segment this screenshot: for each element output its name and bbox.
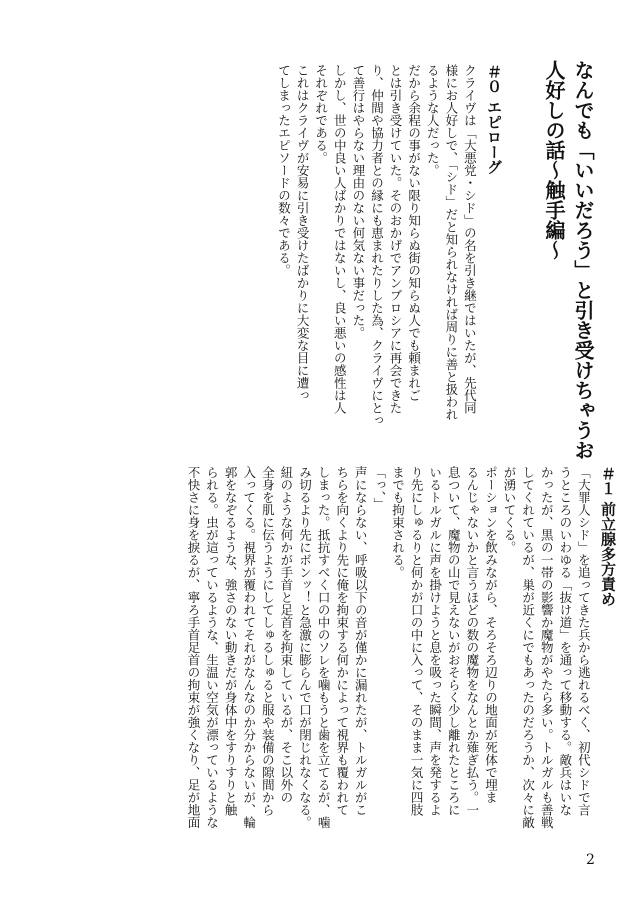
paragraph-line: 郭をなぞるような、強さのない動きだが身体中をすりすりと触 [223,466,239,816]
paragraph-line: してくれているが、巣が近くにでもあったのだろうか、次々に敵 [520,466,536,829]
paragraph-line: ポーションを飲みながら、そろそろ辺りの地面が死体で埋ま [483,466,499,804]
paragraph-line: るような人だった。 [425,64,441,177]
paragraph-line: り先にしゅるりと何かが口の中に入って、そのまま一気に四肢 [409,466,425,816]
page-number: 2 [586,852,595,868]
title-line: なんでも「いいだろう」と引き受けちゃうお [571,60,595,460]
paragraph-line: 紐のような何かが手首と足首を拘束しているが、そこ以外の [278,466,294,804]
paragraph-line: かったが、黒の一帯の影響か魔物がやたら多い。トルガルも善戦 [539,466,555,829]
paragraph-line: 不快さに身を捩るが、寧ろ手首足首の拘束が強くなり、足が地面 [185,466,201,829]
paragraph-line: これはクライヴが安易に引き受けたばかりに大変な目に遭っ [295,64,311,402]
paragraph-line: 「大罪人シド」を追ってきた兵から逃れるべく、初代シドで言 [576,466,592,816]
paragraph-line: み切るより先にボンッ！と急激に膨らんで口が閉じれなくなる。 [297,466,313,829]
paragraph-line: られる。虫が這っているような、生温い空気が漂っているような [204,466,220,829]
story-title [539,60,597,460]
paragraph-line: までも拘束される。 [390,466,406,579]
paragraph-line: ちらを向くより先に俺を拘束する何かによって視界も覆われて [334,466,350,816]
section-chapter-1 [183,466,617,831]
paragraph-line: しかし、世の中良い人ばかりではないし、良い悪いの感性は人 [332,64,348,414]
paragraph-line: るんじゃないかと言うほどの数の魔物をなんとか薙ぎ払う。一 [464,466,480,816]
paragraph-line: り、仲間や協力者との縁にも恵まれたりした為、クライヴにとっ [369,64,385,427]
paragraph-line: しまった。抵抗すべく口の中のソレを噛もうと歯を立てるが、噛 [316,466,332,829]
section-heading: ＃１ 前立腺多方責め [599,466,617,607]
paragraph-line: 息ついて、魔物の山で見えないがおそらく少し離れたところに [446,466,462,816]
paragraph-line: 入ってくる。視界が覆われてそれがなんなのか分からないが、輪 [241,466,257,829]
paragraph-line: て善行はやらない理由のない何気ない事だった。 [350,64,366,339]
paragraph-line: とは引き受けていた。そのおかげでアンブロシアに再会できた [388,64,404,414]
paragraph-line: てしまったエピソードの数々である。 [276,64,292,277]
paragraph-line: 様にお人好しで、「シド」だと知られなければ周りに善と扱われ [443,64,459,421]
paragraph-line: 全身を肌に伝うようにしてしゅるしゅると服や装備の隙間から [260,466,276,816]
paragraph-line: いるトルガルに声を掛けようと息を吸った瞬間、声を発するよ [427,466,443,816]
paragraph-line: それぞれである。 [313,64,329,164]
title-line: 人好しの話～触手編～ [542,60,566,260]
paragraph-line: 「っ、」 [371,466,387,510]
paragraph-line: 声にならない、呼吸以下の音が僅かに漏れたが、トルガルがこ [353,466,369,816]
section-epilogue [274,64,503,427]
paragraph-line: クライヴは「大悪党・シド」の名を引き継ではいたが、先代同 [462,64,478,414]
paragraph-line: が湧いてくる。 [502,466,518,554]
paragraph-line: だから余程の事がない限り知らぬ街の知らぬ人でも頼まれご [406,64,422,402]
paragraph-line: うところのいわゆる「抜け道」を通って移動する。敵兵はいな [557,466,573,816]
section-heading: ＃０ エピローグ [485,64,503,175]
